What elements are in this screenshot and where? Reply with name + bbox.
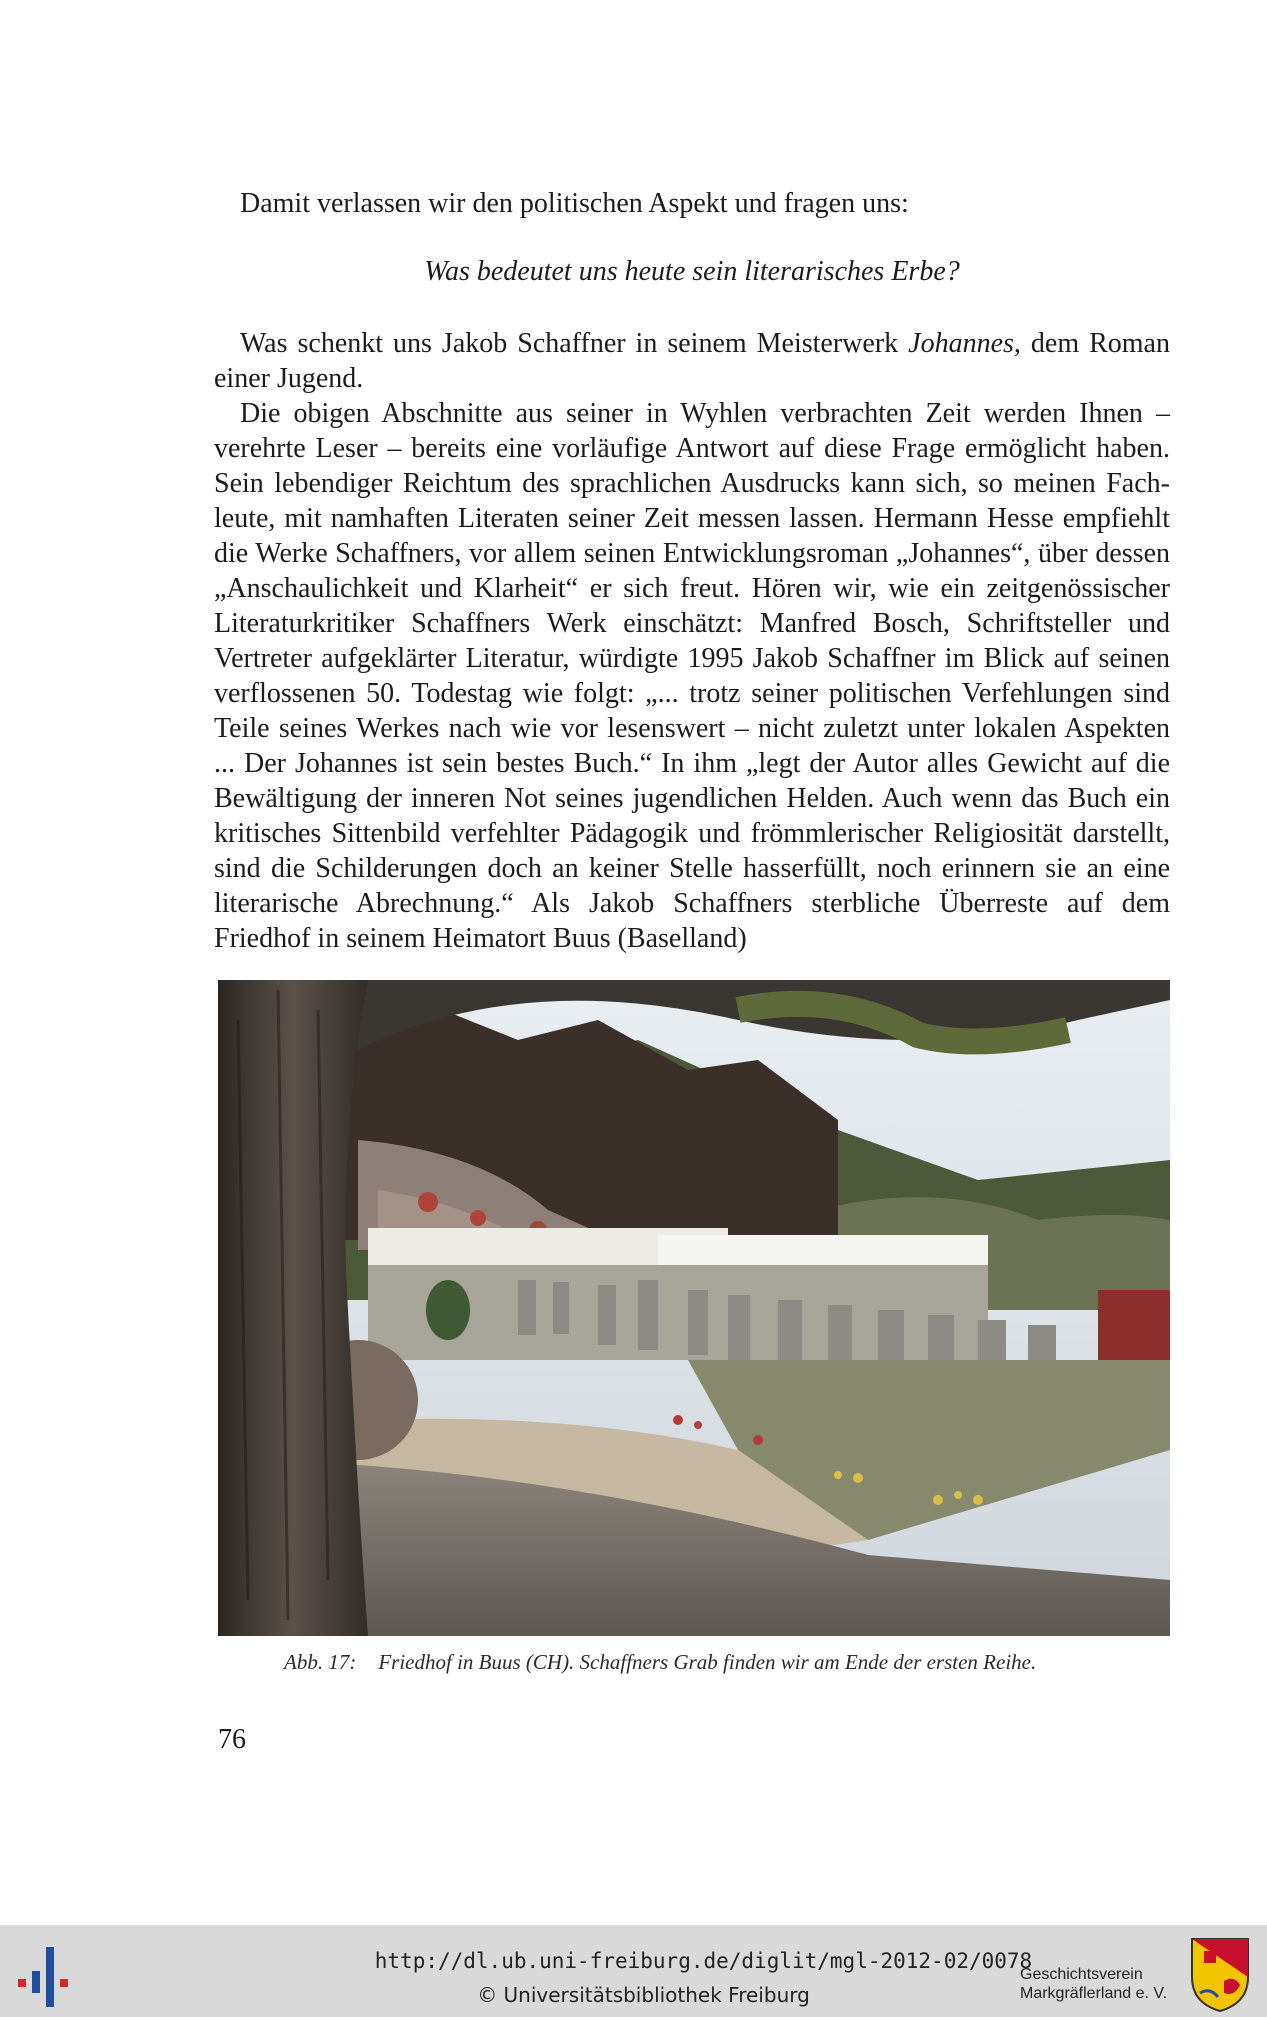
footer-org-line-2: Markgräflerland e. V. — [1020, 1985, 1168, 2002]
body-text — [214, 326, 1170, 956]
section-question: Was bedeutet uns heute sein literarisches Erbe? — [424, 256, 960, 287]
paragraph-1-start: Was schenkt uns Jakob Schaffner in seinem Meisterwerk — [240, 328, 909, 359]
figure-caption-text: Friedhof in Buus (CH). Schaffners Grab finden wir am Ende der ersten Reihe. — [378, 1650, 1037, 1674]
paragraph-2: Die obigen Abschnitte aus seiner in Wyhlen verbrachten Zeit werden Ihnen – verehrte Leser – bereits eine vorläufige Antwort auf diese Frage ermöglicht haben. Sein lebendiger Reichtum des sprachlichen Ausdrucks kann sich, so meinen Fachleute, mit namhaften Literaten seiner Zeit messen lassen. Hermann Hesse empfiehlt die Werke Schaffners, vor allem seinen Entwicklungsroman „Johannes“, über dessen „Anschaulichkeit und Klarheit“ er sich freut. Hören wir, wie ein zeitgenössischer Literaturkritiker Schaffners Werk einschätzt: Manfred Bosch, Schriftsteller und Vertreter aufgeklärter Literatur, würdigte 1995 Jakob Schaffner im Blick auf seinen verflossenen 50. Todestag wie folgt: „... trotz seiner politischen Verfehlungen sind Teile seines Werkes nach wie vor lesenswert – nicht zuletzt unter lokalen Aspekten ... Der Johannes ist sein bestes Buch.“ In ihm „legt der Autor alles Gewicht auf die Bewältigung der inneren Not seines jugendlichen Helden. Auch wenn das Buch ein kritisches Sittenbild verfehlter Pädagogik und frömmlerischer Religiosität darstellt, sind die Schilderungen doch an keiner Stelle hasserfüllt, noch erinnern sie an eine literarische Abrechnung.“ Als Jakob Schaffners sterbliche Überreste auf dem Friedhof in seinem Heimatort Buus (Baselland) — [214, 398, 1170, 954]
paragraph-1 — [214, 326, 1170, 396]
footer-org-line-1: Geschichtsverein — [1020, 1966, 1143, 1983]
footer-url-link[interactable]: http://dl.ub.uni-freiburg.de/diglit/mgl-2012-02/0078 — [374, 1949, 1033, 1973]
book-title: Johannes, — [908, 328, 1021, 359]
cemetery-photo — [218, 980, 1170, 1636]
intro-line: Damit verlassen wir den politischen Aspekt und fragen uns: — [240, 188, 909, 219]
cemetery-photo-drawing — [218, 980, 1170, 1636]
footer-bar — [0, 1925, 1267, 2017]
footer-copyright: © Universitätsbibliothek Freiburg — [477, 1983, 810, 2007]
coat-of-arms-icon — [1190, 1937, 1250, 2013]
figure-caption — [284, 1650, 1164, 1675]
figure-label: Abb. 17: — [284, 1650, 357, 1674]
paragraph-1-end: dem Roman einer Jugend. — [214, 328, 1170, 394]
page-number: 76 — [218, 1724, 246, 1755]
footer-org-name — [1020, 1965, 1167, 2003]
